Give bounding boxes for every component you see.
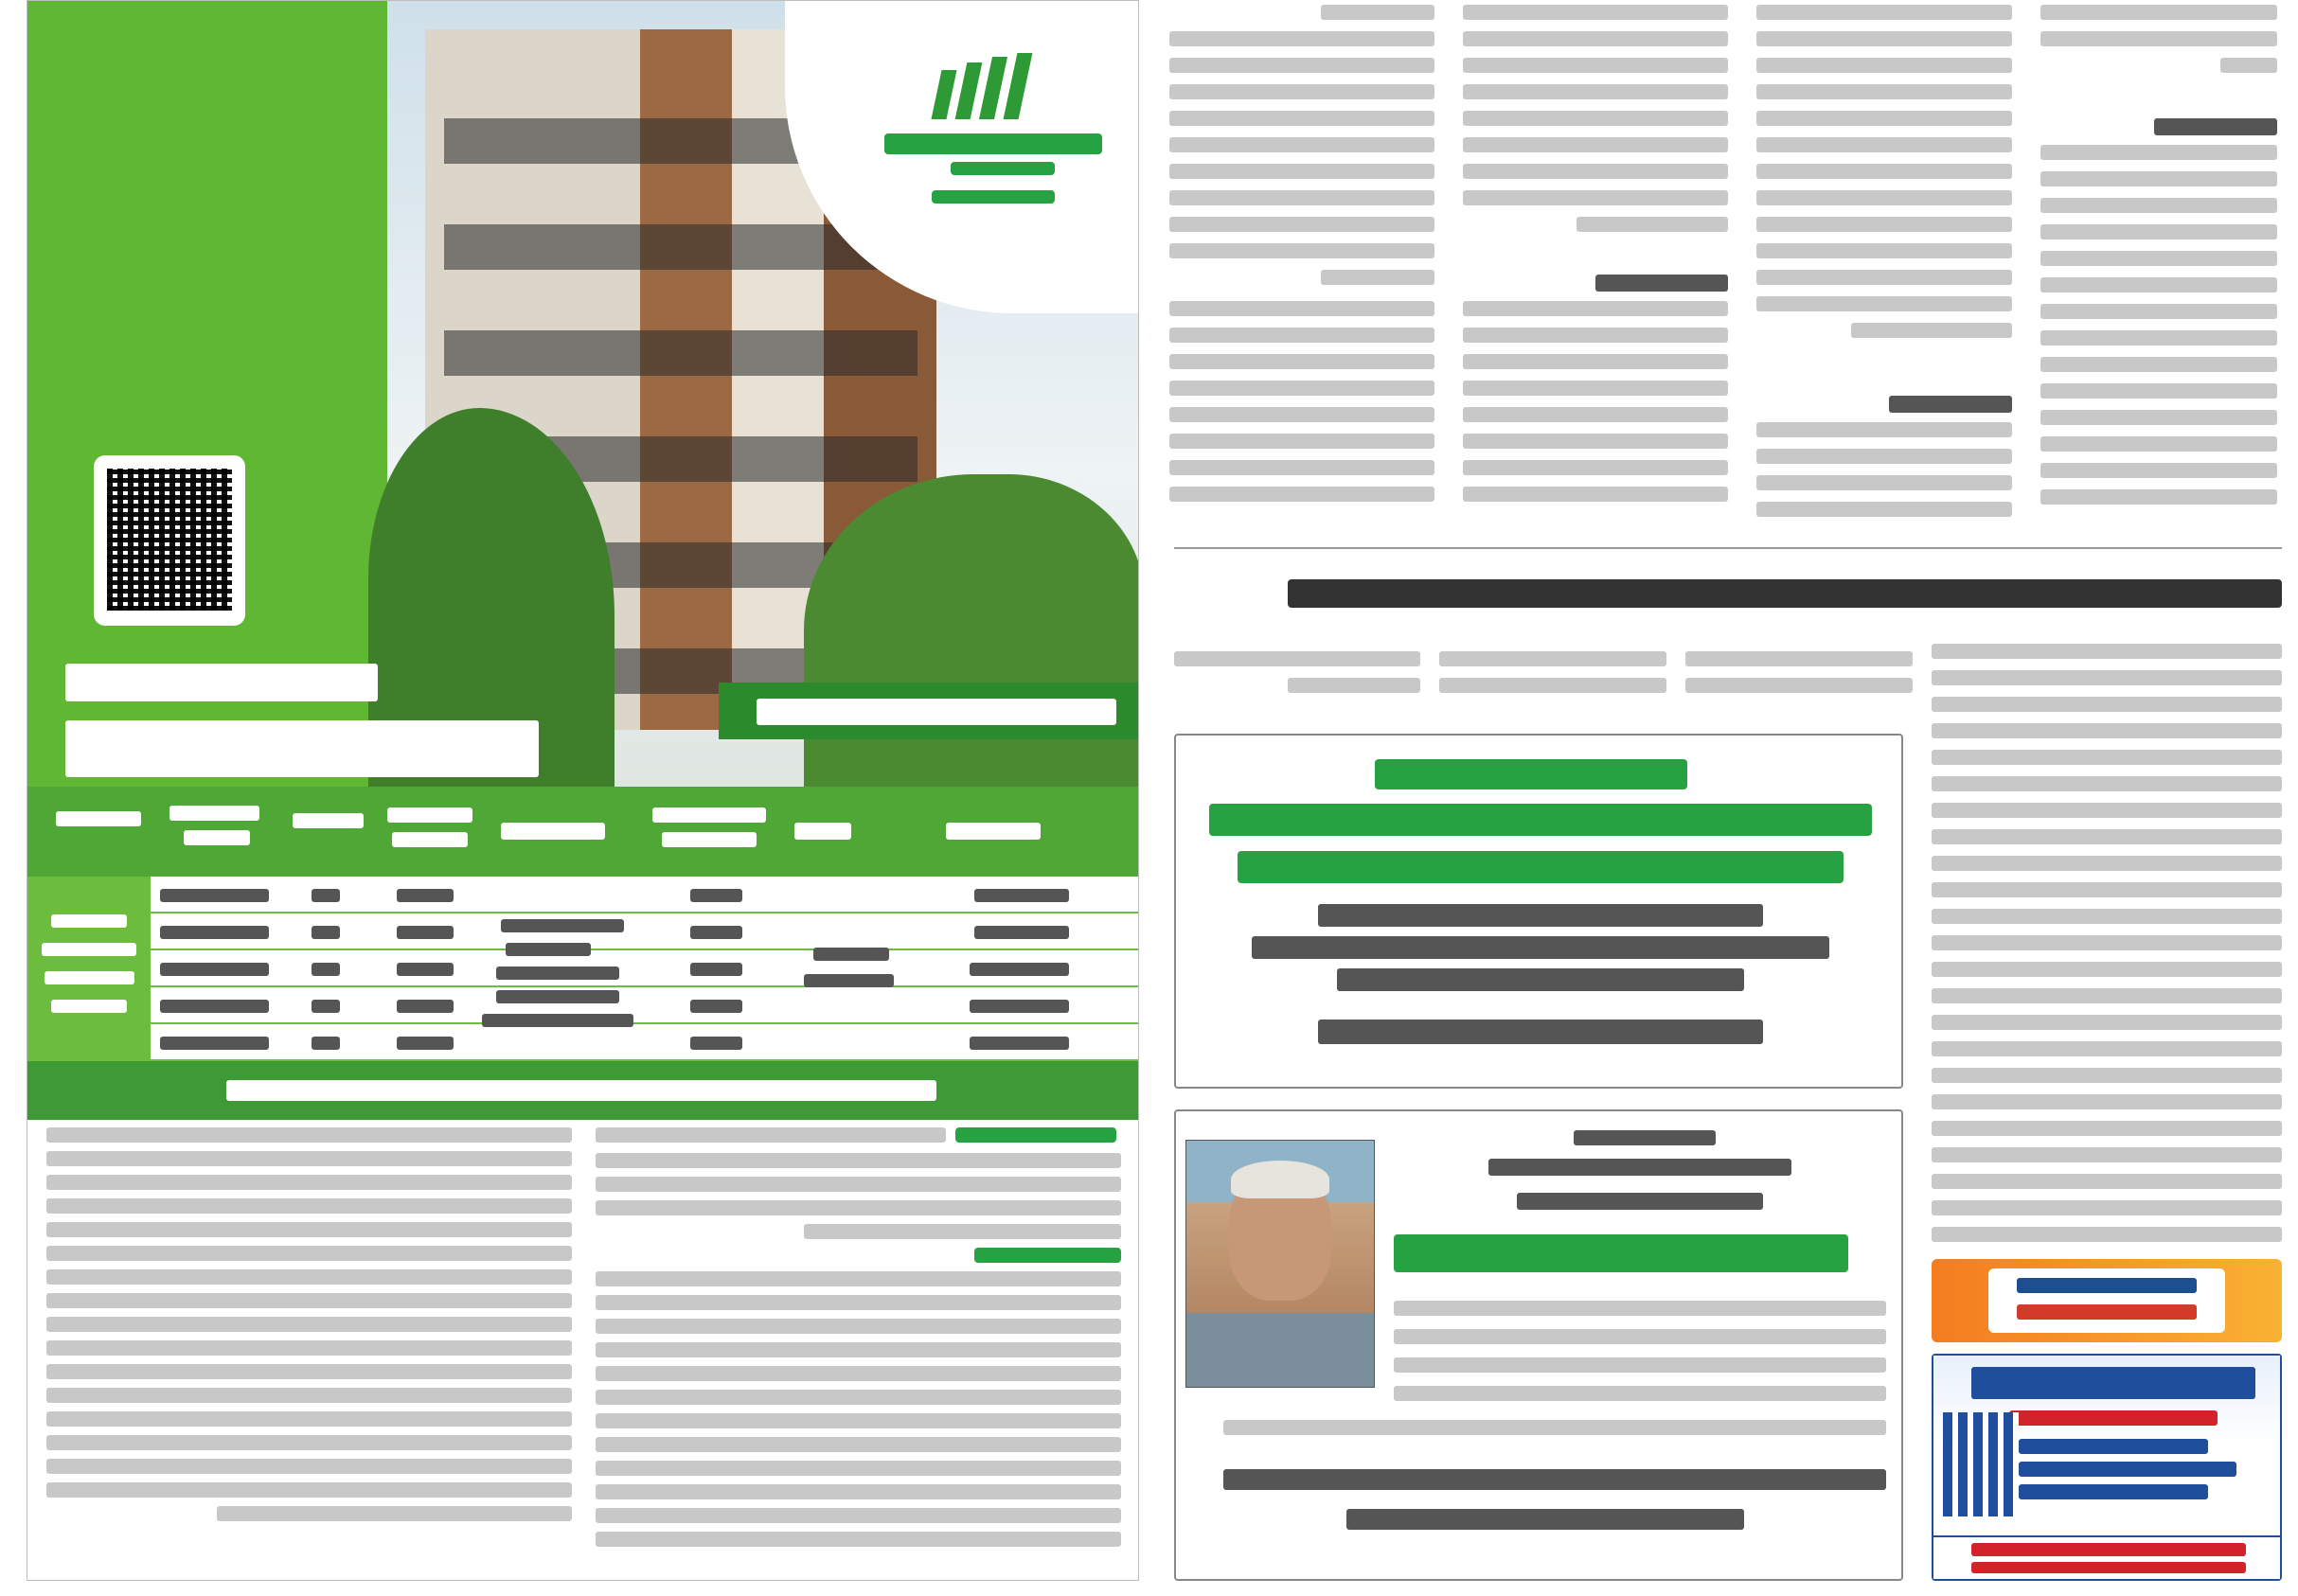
condolence-notice-2 xyxy=(1174,1109,1903,1581)
address-text xyxy=(226,1080,936,1101)
building-graphic xyxy=(1943,1412,2019,1516)
qr-code xyxy=(94,455,245,626)
section-divider xyxy=(1174,547,2282,549)
ad-hero xyxy=(27,1,1138,787)
trees-right xyxy=(804,474,1138,787)
article-continuation xyxy=(1174,644,1913,700)
invitation-headline-line1 xyxy=(65,664,378,701)
news-columns-top xyxy=(1169,0,2287,530)
phone-ad xyxy=(1932,1259,2282,1342)
invitation-headline-line2 xyxy=(65,720,539,777)
condolence-notice-1 xyxy=(1174,734,1903,1089)
website-url xyxy=(757,699,1116,725)
projects-table xyxy=(27,787,1138,1061)
steel-company-ad xyxy=(1932,1354,2282,1581)
news-headline xyxy=(1288,579,2282,608)
terms-text xyxy=(27,1120,1138,1580)
photo-hair xyxy=(1231,1161,1329,1198)
news-article xyxy=(1932,644,2282,1250)
company-logo xyxy=(936,53,1041,119)
construction-ad xyxy=(27,0,1139,1581)
